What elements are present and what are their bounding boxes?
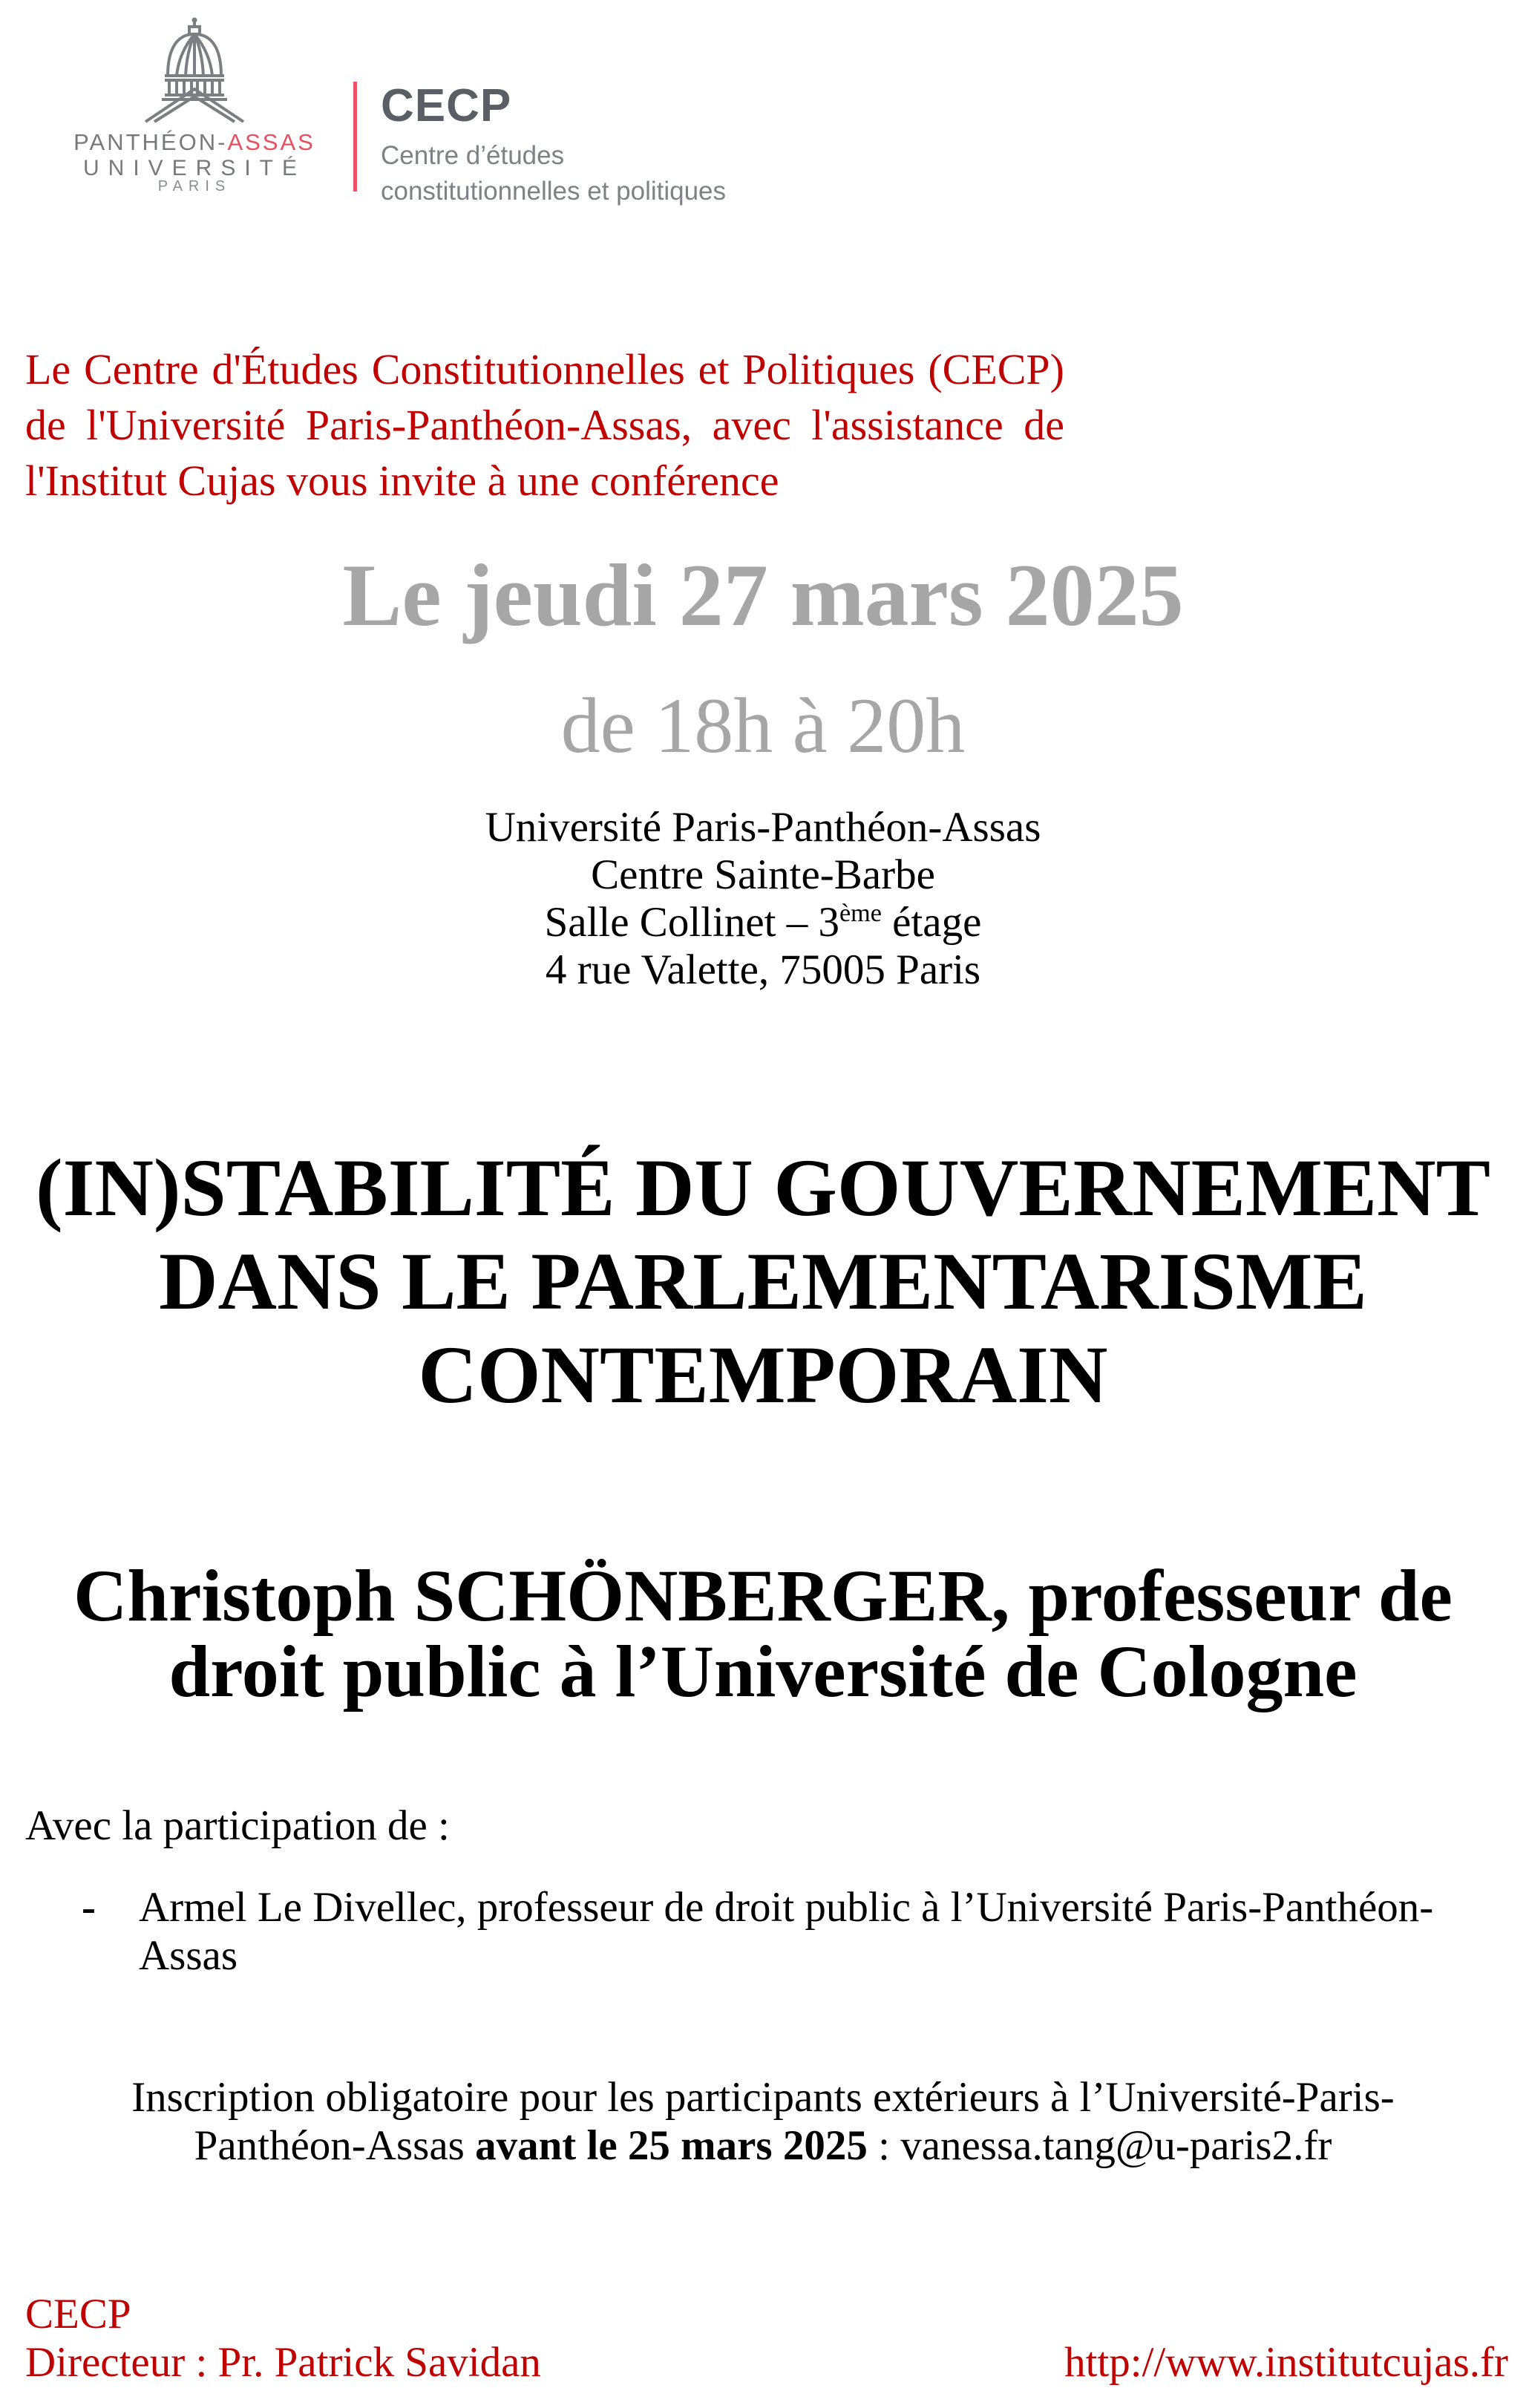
participation-label: Avec la participation de : [25,1802,450,1849]
pantheon-dome-icon [138,15,251,123]
footer-org-block [25,2290,541,2386]
footer-director: Directeur : Pr. Patrick Savidan [25,2339,541,2386]
registration-pre: Inscription obligatoire pour les participants extérieurs à l’Université-Paris-Panthéon-Assas [131,2074,1395,2169]
cecp-logo-acronym: CECP [381,80,512,131]
university-logo-name [71,129,318,156]
event-time: de 18h à 20h [560,682,966,769]
university-logo-paris: PARIS [157,178,232,194]
speaker-line2: droit public à l’Université de Cologne [168,1630,1358,1712]
location-room-post: étage [881,899,982,946]
footer-website-link[interactable]: http://www.institutcujas.fr [1064,2339,1508,2386]
conference-title-line2: DANS LE PARLEMENTARISME [159,1236,1367,1326]
location-room-ordinal: ème [839,900,882,927]
university-logo-pantheon: PANTHÉON- [73,129,228,155]
registration-deadline: avant le 25 mars 2025 [475,2122,868,2169]
conference-title [0,1141,1526,1421]
location-university: Université Paris-Panthéon-Assas [485,804,1041,851]
location-room-pre: Salle Collinet – 3 [544,899,839,946]
registration-email[interactable]: vanessa.tang@u-paris2.fr [900,2122,1332,2169]
registration-sep: : [867,2122,901,2169]
cecp-logo-subtitle-line2: constitutionnelles et politiques [381,177,727,206]
logo-divider [353,82,357,192]
registration-note [58,2073,1468,2170]
cecp-logo-subtitle-line1: Centre d’études [381,141,565,170]
location-building: Centre Sainte-Barbe [591,851,935,898]
cecp-logo-subtitle [381,138,726,209]
participant-item: Armel Le Divellec, professeur de droit public à l’Université Paris-Panthéon-Assas [139,1884,1434,1979]
event-location [0,804,1526,994]
conference-title-line1: (IN)STABILITÉ DU GOUVERNEMENT [36,1142,1490,1233]
university-logo-universite: UNIVERSITÉ [82,156,307,180]
event-date: Le jeudi 27 mars 2025 [342,546,1184,644]
university-logo-assas: ASSAS [227,129,315,155]
bullet-marker: - [82,1884,96,1931]
conference-title-line3: CONTEMPORAIN [418,1329,1108,1420]
invitation-intro: Le Centre d'Études Constitutionnelles et Politiques (CECP) de l'Université Paris-Panthéon-Assas, avec l'assistance de l'Institut Cujas vous invite à une conférence [25,345,1064,505]
location-street: 4 rue Valette, 75005 Paris [545,946,981,993]
location-room [0,899,1526,946]
speaker-line1: Christoph SCHÖNBERGER, professeur de [73,1554,1453,1637]
footer-org: CECP [25,2291,131,2337]
speaker-name [0,1554,1526,1712]
